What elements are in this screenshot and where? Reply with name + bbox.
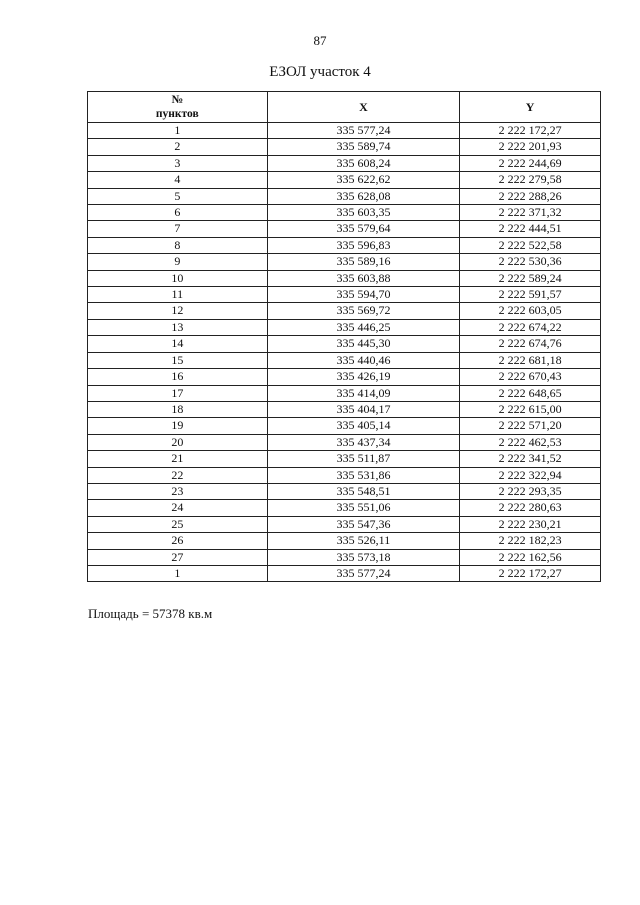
point-number-cell: 14 xyxy=(88,336,268,352)
point-number-cell: 5 xyxy=(88,188,268,204)
point-number-cell: 19 xyxy=(88,418,268,434)
y-coordinate-cell: 2 222 681,18 xyxy=(460,352,601,368)
point-number-cell: 15 xyxy=(88,352,268,368)
point-number-cell: 13 xyxy=(88,319,268,335)
point-number-cell: 22 xyxy=(88,467,268,483)
table-row xyxy=(88,467,601,483)
x-coordinate-cell: 335 426,19 xyxy=(267,369,460,385)
header-y: Y xyxy=(460,92,601,123)
table-row xyxy=(88,549,601,565)
y-coordinate-cell: 2 222 571,20 xyxy=(460,418,601,434)
table-row xyxy=(88,237,601,253)
point-number-cell: 2 xyxy=(88,139,268,155)
table-row xyxy=(88,303,601,319)
x-coordinate-cell: 335 577,24 xyxy=(267,123,460,139)
table-row xyxy=(88,565,601,581)
y-coordinate-cell: 2 222 674,76 xyxy=(460,336,601,352)
x-coordinate-cell: 335 608,24 xyxy=(267,155,460,171)
point-number-cell: 1 xyxy=(88,565,268,581)
point-number-cell: 18 xyxy=(88,401,268,417)
point-number-cell: 4 xyxy=(88,172,268,188)
y-coordinate-cell: 2 222 615,00 xyxy=(460,401,601,417)
x-coordinate-cell: 335 511,87 xyxy=(267,451,460,467)
x-coordinate-cell: 335 628,08 xyxy=(267,188,460,204)
point-number-cell: 24 xyxy=(88,500,268,516)
x-coordinate-cell: 335 414,09 xyxy=(267,385,460,401)
y-coordinate-cell: 2 222 444,51 xyxy=(460,221,601,237)
x-coordinate-cell: 335 531,86 xyxy=(267,467,460,483)
y-coordinate-cell: 2 222 591,57 xyxy=(460,287,601,303)
header-points-label: пунктов xyxy=(155,108,199,120)
point-number-cell: 17 xyxy=(88,385,268,401)
y-coordinate-cell: 2 222 201,93 xyxy=(460,139,601,155)
table-row xyxy=(88,369,601,385)
x-coordinate-cell: 335 551,06 xyxy=(267,500,460,516)
table-row xyxy=(88,221,601,237)
y-coordinate-cell: 2 222 603,05 xyxy=(460,303,601,319)
table-row xyxy=(88,123,601,139)
table-row xyxy=(88,533,601,549)
x-coordinate-cell: 335 548,51 xyxy=(267,483,460,499)
x-coordinate-cell: 335 579,64 xyxy=(267,221,460,237)
point-number-cell: 7 xyxy=(88,221,268,237)
y-coordinate-cell: 2 222 244,69 xyxy=(460,155,601,171)
table-row xyxy=(88,385,601,401)
table-row xyxy=(88,336,601,352)
y-coordinate-cell: 2 222 648,65 xyxy=(460,385,601,401)
point-number-cell: 6 xyxy=(88,205,268,221)
x-coordinate-cell: 335 440,46 xyxy=(267,352,460,368)
y-coordinate-cell: 2 222 522,58 xyxy=(460,237,601,253)
y-coordinate-cell: 2 222 530,36 xyxy=(460,254,601,270)
x-coordinate-cell: 335 596,83 xyxy=(267,237,460,253)
y-coordinate-cell: 2 222 589,24 xyxy=(460,270,601,286)
table-row xyxy=(88,418,601,434)
point-number-cell: 20 xyxy=(88,434,268,450)
x-coordinate-cell: 335 445,30 xyxy=(267,336,460,352)
y-coordinate-cell: 2 222 341,52 xyxy=(460,451,601,467)
x-coordinate-cell: 335 589,16 xyxy=(267,254,460,270)
y-coordinate-cell: 2 222 172,27 xyxy=(460,565,601,581)
header-row xyxy=(88,92,601,123)
point-number-cell: 1 xyxy=(88,123,268,139)
table-row xyxy=(88,155,601,171)
x-coordinate-cell: 335 547,36 xyxy=(267,516,460,532)
x-coordinate-cell: 335 594,70 xyxy=(267,287,460,303)
point-number-cell: 11 xyxy=(88,287,268,303)
x-coordinate-cell: 335 573,18 xyxy=(267,549,460,565)
table-row xyxy=(88,352,601,368)
table-row xyxy=(88,254,601,270)
y-coordinate-cell: 2 222 462,53 xyxy=(460,434,601,450)
table-header xyxy=(88,92,601,123)
document-title: ЕЗОЛ участок 4 xyxy=(269,64,371,80)
y-coordinate-cell: 2 222 162,56 xyxy=(460,549,601,565)
table-row xyxy=(88,401,601,417)
table-row xyxy=(88,451,601,467)
point-number-cell: 23 xyxy=(88,483,268,499)
y-coordinate-cell: 2 222 322,94 xyxy=(460,467,601,483)
table-row xyxy=(88,500,601,516)
table-row xyxy=(88,516,601,532)
table-row xyxy=(88,270,601,286)
table-body xyxy=(88,123,601,582)
x-coordinate-cell: 335 589,74 xyxy=(267,139,460,155)
x-coordinate-cell: 335 446,25 xyxy=(267,319,460,335)
x-coordinate-cell: 335 603,88 xyxy=(267,270,460,286)
point-number-cell: 16 xyxy=(88,369,268,385)
header-number-sign: № xyxy=(171,94,184,106)
table-row xyxy=(88,172,601,188)
y-coordinate-cell: 2 222 279,58 xyxy=(460,172,601,188)
header-point-number xyxy=(88,92,268,123)
coordinates-table xyxy=(87,91,601,582)
table-row xyxy=(88,205,601,221)
x-coordinate-cell: 335 405,14 xyxy=(267,418,460,434)
page-number: 87 xyxy=(313,33,327,48)
table-row xyxy=(88,287,601,303)
area-total: Площадь = 57378 кв.м xyxy=(88,606,213,621)
y-coordinate-cell: 2 222 288,26 xyxy=(460,188,601,204)
point-number-cell: 12 xyxy=(88,303,268,319)
point-number-cell: 8 xyxy=(88,237,268,253)
header-x: X xyxy=(267,92,460,123)
x-coordinate-cell: 335 603,35 xyxy=(267,205,460,221)
y-coordinate-cell: 2 222 371,32 xyxy=(460,205,601,221)
point-number-cell: 10 xyxy=(88,270,268,286)
x-coordinate-cell: 335 622,62 xyxy=(267,172,460,188)
table-row xyxy=(88,434,601,450)
x-coordinate-cell: 335 526,11 xyxy=(267,533,460,549)
x-coordinate-cell: 335 569,72 xyxy=(267,303,460,319)
point-number-cell: 9 xyxy=(88,254,268,270)
x-coordinate-cell: 335 577,24 xyxy=(267,565,460,581)
y-coordinate-cell: 2 222 230,21 xyxy=(460,516,601,532)
y-coordinate-cell: 2 222 670,43 xyxy=(460,369,601,385)
point-number-cell: 3 xyxy=(88,155,268,171)
table-row xyxy=(88,319,601,335)
x-coordinate-cell: 335 437,34 xyxy=(267,434,460,450)
point-number-cell: 26 xyxy=(88,533,268,549)
y-coordinate-cell: 2 222 674,22 xyxy=(460,319,601,335)
x-coordinate-cell: 335 404,17 xyxy=(267,401,460,417)
y-coordinate-cell: 2 222 182,23 xyxy=(460,533,601,549)
table-row xyxy=(88,188,601,204)
point-number-cell: 27 xyxy=(88,549,268,565)
point-number-cell: 25 xyxy=(88,516,268,532)
y-coordinate-cell: 2 222 280,63 xyxy=(460,500,601,516)
table-row xyxy=(88,483,601,499)
y-coordinate-cell: 2 222 293,35 xyxy=(460,483,601,499)
y-coordinate-cell: 2 222 172,27 xyxy=(460,123,601,139)
point-number-cell: 21 xyxy=(88,451,268,467)
table-row xyxy=(88,139,601,155)
